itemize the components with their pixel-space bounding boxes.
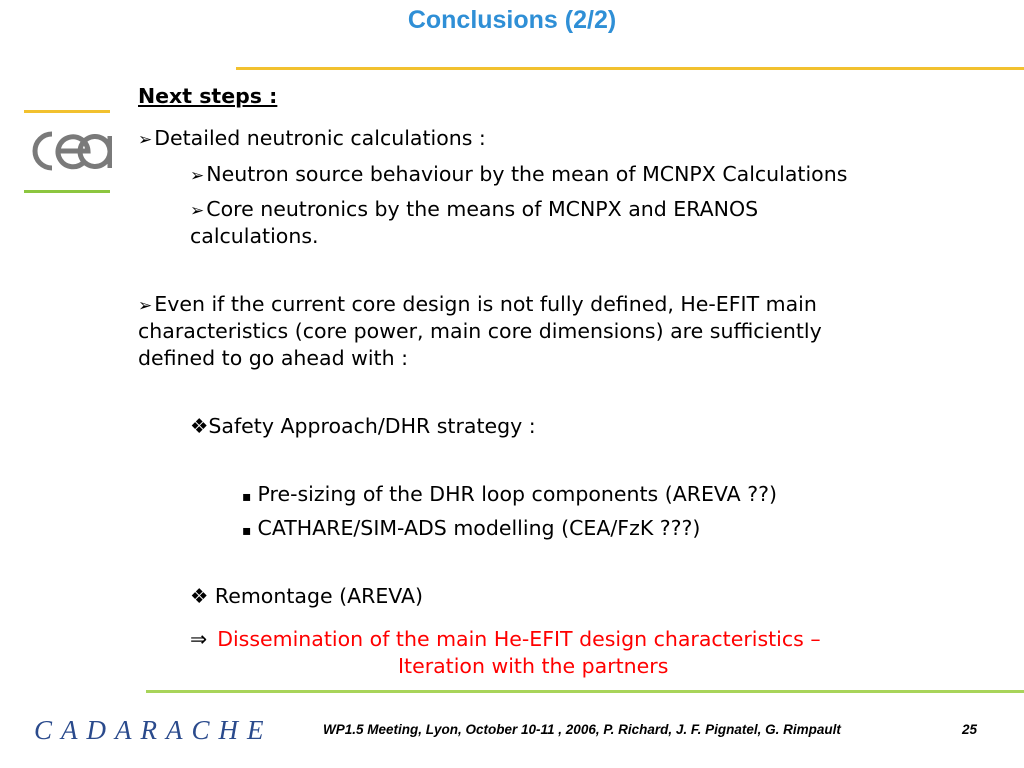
bullet-text: Core neutronics by the means of MCNPX and ERANOS [206,197,759,221]
square-bullet-icon: ▪ [242,523,252,539]
bullet-core-neutronics-cont: calculations. [190,224,319,248]
arrow-bullet-icon: ➢ [138,130,153,150]
bullet-safety-approach [190,413,536,440]
bullet-core-design-cont2: defined to go ahead with : [138,346,409,370]
implies-arrow-icon: ⇒ [190,627,208,651]
next-steps-heading: Next steps : [138,84,278,108]
footer-text: WP1.5 Meeting, Lyon, October 10-11 , 2006, P. Richard, J. F. Pignatel, G. Rimpault [323,722,841,737]
conclusion-dissemination-cont: Iteration with the partners [398,654,669,678]
bullet-text: CATHARE/SIM-ADS modelling (CEA/FzK ???) [257,516,701,540]
arrow-bullet-icon: ➢ [190,166,205,186]
diamond-bullet-icon: ❖ [190,414,209,438]
diamond-bullet-icon: ❖ [190,584,209,608]
conclusion-text: Dissemination of the main He-EFIT design characteristics – [217,627,821,651]
bullet-neutron-source [190,161,847,190]
slide-title: Conclusions (2/2) [407,6,617,34]
bullet-remontage [190,583,423,610]
cadarache-logo: CADARACHE [34,715,273,745]
arrow-bullet-icon: ➢ [138,296,153,316]
bullet-text: Pre-sizing of the DHR loop components (AREVA ??) [257,482,777,506]
footer-divider [146,690,1024,693]
conclusion-dissemination [190,626,821,653]
square-bullet-icon: ▪ [242,489,252,505]
bullet-text: Safety Approach/DHR strategy : [208,414,536,438]
bullet-neutronic [138,125,486,154]
bullet-text: Remontage (AREVA) [208,584,424,608]
page-number: 25 [962,722,978,737]
bullet-presizing [242,481,777,511]
cea-logo [22,122,112,180]
bullet-text: Neutron source behaviour by the mean of MCNPX Calculations [206,162,848,186]
bullet-text: Detailed neutronic calculations : [154,126,486,150]
bullet-core-design-cont1: characteristics (core power, main core dimensions) are sufficiently [138,319,822,343]
logo-top-divider [24,110,110,113]
bullet-core-neutronics [190,196,758,225]
arrow-bullet-icon: ➢ [190,201,205,221]
bullet-core-design [138,291,817,320]
logo-bottom-divider [24,190,110,193]
title-divider [236,67,1024,70]
bullet-cathare [242,515,700,545]
bullet-text: Even if the current core design is not fully defined, He-EFIT main [154,292,817,316]
